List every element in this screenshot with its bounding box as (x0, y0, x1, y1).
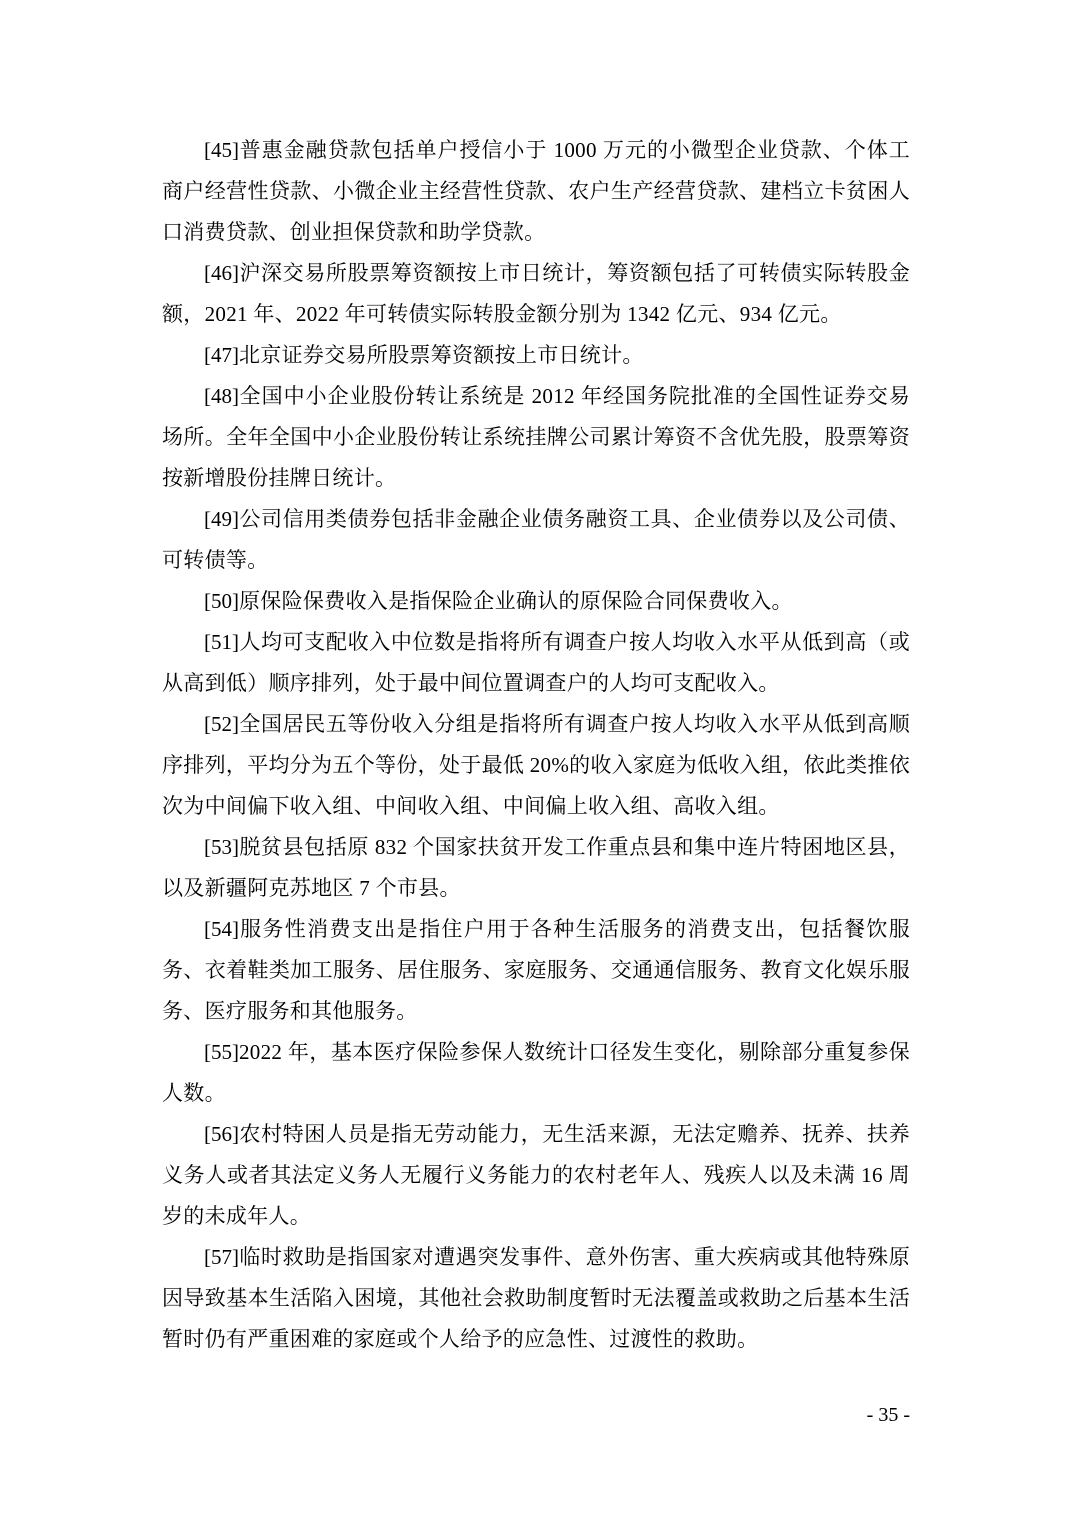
footnote-52 (162, 704, 910, 827)
footnote-49-text: 公司信用类债券包括非金融企业债务融资工具、企业债券以及公司债、可转债等。 (162, 507, 910, 572)
footnote-47-marker: [47] (204, 343, 239, 367)
footnote-56-text: 农村特困人员是指无劳动能力，无生活来源，无法定赡养、抚养、扶养义务人或者其法定义务人无履行义务能力的农村老年人、残疾人以及未满 16 周岁的未成年人。 (162, 1122, 910, 1228)
footnote-50-text: 原保险保费收入是指保险企业确认的原保险合同保费收入。 (239, 589, 793, 613)
footnote-45 (162, 130, 910, 253)
footnote-45-text: 普惠金融贷款包括单户授信小于 1000 万元的小微型企业贷款、个体工商户经营性贷款、小微企业主经营性贷款、农户生产经营贷款、建档立卡贫困人口消费贷款、创业担保贷款和助学贷款。 (162, 138, 910, 244)
footnote-46 (162, 253, 910, 335)
footnote-48 (162, 376, 910, 499)
footnote-53 (162, 827, 910, 909)
footnote-51-marker: [51] (204, 630, 239, 654)
footnote-48-marker: [48] (204, 384, 239, 408)
footnote-47 (162, 335, 910, 376)
footnote-52-text: 全国居民五等份收入分组是指将所有调查户按人均收入水平从低到高顺序排列，平均分为五个等份，处于最低 20%的收入家庭为低收入组，依此类推依次为中间偏下收入组、中间收入组、中间偏上收入组、高收入组。 (162, 712, 910, 818)
footnote-49-marker: [49] (204, 507, 239, 531)
footnote-50-marker: [50] (204, 589, 239, 613)
footnote-56-marker: [56] (204, 1122, 239, 1146)
footnote-51-text: 人均可支配收入中位数是指将所有调查户按人均收入水平从低到高（或从高到低）顺序排列，处于最中间位置调查户的人均可支配收入。 (162, 630, 910, 695)
footnote-57 (162, 1237, 910, 1360)
footnote-53-marker: [53] (204, 835, 239, 859)
footnote-49 (162, 499, 910, 581)
footnote-46-text: 沪深交易所股票筹资额按上市日统计，筹资额包括了可转债实际转股金额，2021 年、2022 年可转债实际转股金额分别为 1342 亿元、934 亿元。 (162, 261, 910, 326)
footnote-57-marker: [57] (204, 1245, 239, 1269)
footnotes-section (162, 130, 910, 1360)
footnote-54 (162, 909, 910, 1032)
footnote-51 (162, 622, 910, 704)
footnote-46-marker: [46] (204, 261, 239, 285)
footnote-55 (162, 1032, 910, 1114)
footnote-55-text: 2022 年，基本医疗保险参保人数统计口径发生变化，剔除部分重复参保人数。 (162, 1040, 910, 1105)
footnote-45-marker: [45] (204, 138, 239, 162)
footnote-52-marker: [52] (204, 712, 239, 736)
footnote-53-text: 脱贫县包括原 832 个国家扶贫开发工作重点县和集中连片特困地区县，以及新疆阿克苏地区 7 个市县。 (162, 835, 910, 900)
footnote-54-text: 服务性消费支出是指住户用于各种生活服务的消费支出，包括餐饮服务、衣着鞋类加工服务、居住服务、家庭服务、交通通信服务、教育文化娱乐服务、医疗服务和其他服务。 (162, 917, 910, 1023)
page-number: - 35 - (866, 1404, 910, 1426)
footnote-55-marker: [55] (204, 1040, 239, 1064)
footnote-57-text: 临时救助是指国家对遭遇突发事件、意外伤害、重大疾病或其他特殊原因导致基本生活陷入困境，其他社会救助制度暂时无法覆盖或救助之后基本生活暂时仍有严重困难的家庭或个人给予的应急性、过渡性的救助。 (162, 1245, 910, 1351)
page-footer (162, 1398, 910, 1432)
footnote-50 (162, 581, 910, 622)
footnote-47-text: 北京证券交易所股票筹资额按上市日统计。 (239, 343, 644, 367)
footnote-56 (162, 1114, 910, 1237)
footnote-54-marker: [54] (204, 917, 239, 941)
footnote-48-text: 全国中小企业股份转让系统是 2012 年经国务院批准的全国性证券交易场所。全年全国中小企业股份转让系统挂牌公司累计筹资不含优先股，股票筹资按新增股份挂牌日统计。 (162, 384, 910, 490)
